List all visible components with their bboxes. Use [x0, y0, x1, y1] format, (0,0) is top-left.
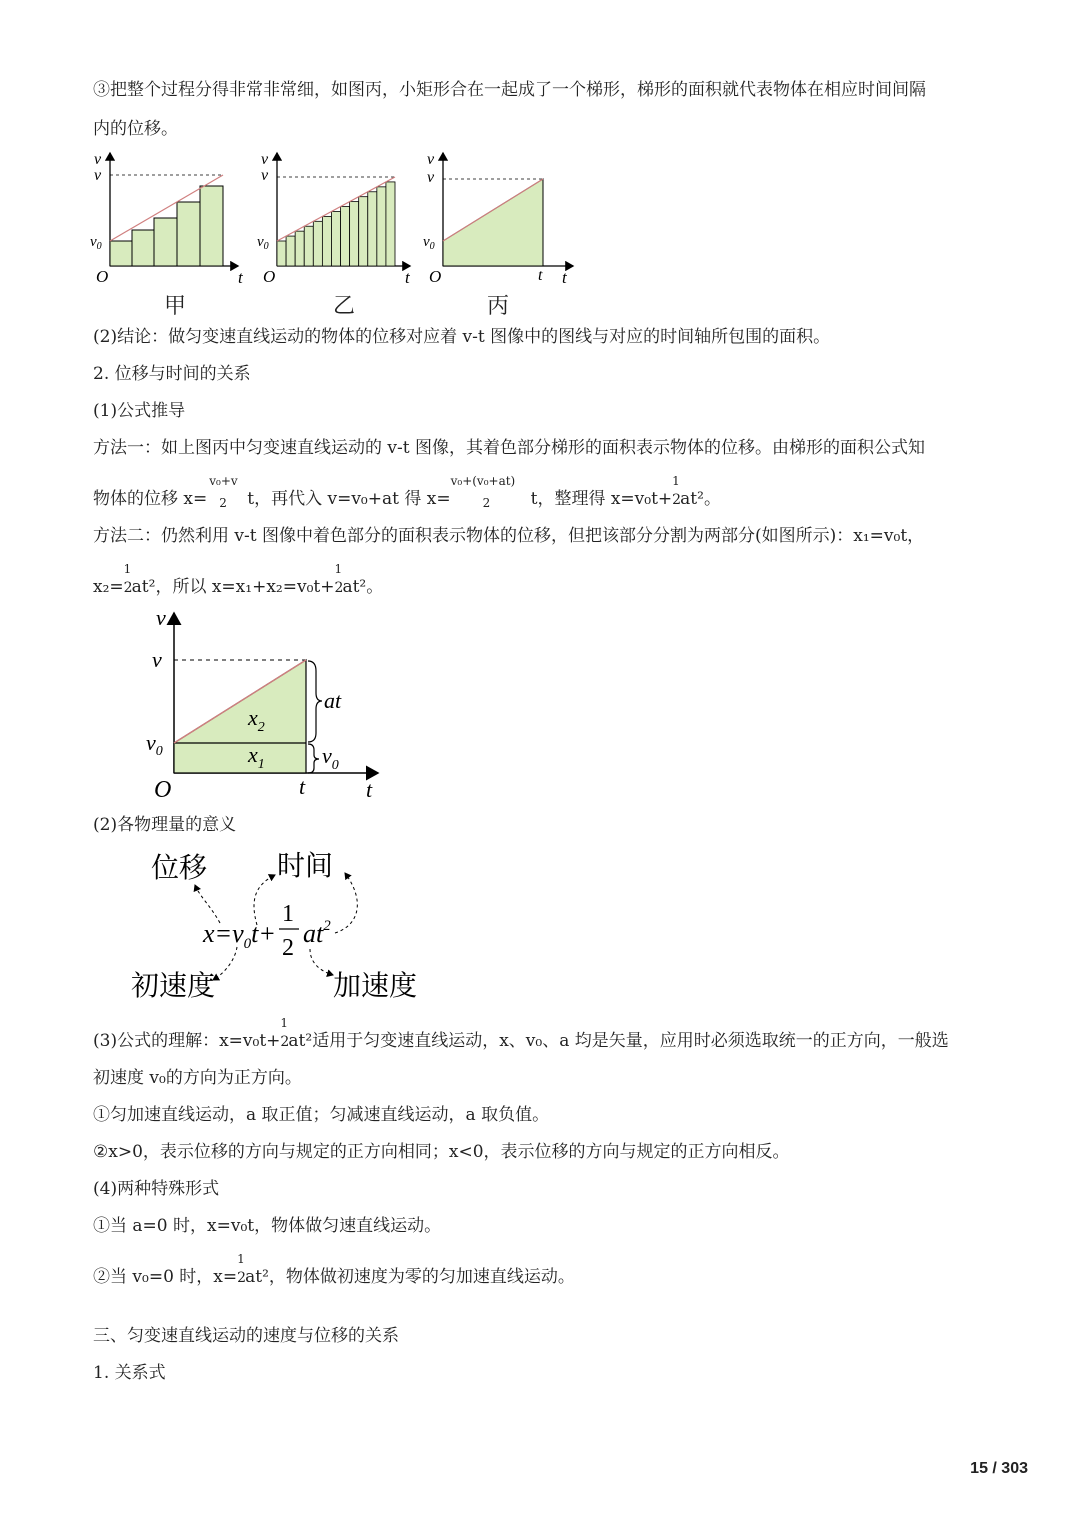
conclusion: (2)结论：做匀变速直线运动的物体的位移对应着 v-t 图像中的图线与对应的时间轴所包围的面积。 — [93, 327, 831, 347]
v0-label: $v_0$ — [423, 234, 435, 252]
f-left: x=v — [203, 919, 244, 948]
bar — [295, 231, 304, 266]
method-1-line-a: 方法一：如上图丙中匀变速直线运动的 v-t 图像，其着色部分梯形的面积表示物体的位移。由梯形的面积公式知 — [93, 438, 925, 458]
half-den: 2 — [280, 1033, 290, 1050]
fraction-den: 2 — [219, 495, 227, 510]
v-label: v — [261, 167, 269, 184]
item-b: ②x>0，表示位移的方向与规定的正方向相同；x<0，表示位移的方向与规定的正方向相反。 — [93, 1142, 790, 1162]
formula-den: 2 — [282, 935, 294, 961]
text: (3)公式的理解：x=v₀t+ — [93, 1031, 281, 1051]
text: t，再代入 v=v₀+at 得 x= — [247, 489, 451, 509]
section-2-2: (2)各物理量的意义 — [93, 815, 237, 835]
bar — [331, 211, 340, 266]
formula-right — [303, 918, 331, 948]
f-t: t+ — [251, 919, 276, 948]
bar — [386, 182, 395, 266]
label-acceleration: 加速度 — [333, 971, 418, 1002]
case-1: ①当 a=0 时，x=v₀t，物体做匀速直线运动。 — [93, 1216, 442, 1236]
fraction-half — [280, 1015, 290, 1053]
axis-t: t — [238, 268, 243, 287]
bar — [313, 221, 322, 266]
brace-v0-sub: 0 — [331, 758, 339, 773]
fraction — [450, 473, 531, 511]
half-num: 1 — [334, 561, 343, 576]
t-tick: t — [538, 267, 543, 284]
axis-v: v — [94, 151, 102, 168]
caption-jia: 甲 — [164, 294, 187, 319]
text: at²。 — [680, 489, 721, 509]
caption-yi: 乙 — [333, 294, 356, 319]
page-number: 15 / 303 — [970, 1460, 1028, 1477]
half-den: 2 — [672, 491, 682, 508]
section-2-1: (1)公式推导 — [93, 401, 186, 421]
half-num: 1 — [280, 1015, 289, 1030]
v0-main: v — [146, 730, 156, 755]
section-2-4: (4)两种特殊形式 — [93, 1179, 220, 1199]
text: ②当 v₀=0 时，x= — [93, 1267, 238, 1287]
fraction-num: v₀+(v₀+at) — [450, 473, 516, 488]
axis-t: t — [366, 777, 373, 802]
text: t，整理得 x=v₀t+ — [530, 489, 673, 509]
half-num: 1 — [672, 473, 680, 488]
text: 物体的位移 x= — [93, 489, 208, 509]
fraction-half — [123, 561, 133, 599]
text: at²，所以 x=x₁+x₂=v₀t+ — [131, 577, 335, 597]
item-a: ①匀加速直线运动，a 取正值；匀减速直线运动，a 取负值。 — [93, 1105, 550, 1125]
graph-bing — [423, 151, 573, 287]
section-3-1: 1. 关系式 — [93, 1363, 166, 1383]
label-initial-speed: 初速度 — [131, 971, 216, 1002]
method-1-line-b — [93, 473, 721, 511]
x1-sub: 1 — [257, 757, 265, 772]
origin: O — [429, 267, 442, 286]
caption-bing: 丙 — [487, 294, 510, 319]
fraction — [207, 473, 247, 511]
v-label: v — [152, 647, 162, 672]
origin: O — [263, 267, 276, 286]
fraction-den: 2 — [482, 495, 491, 510]
text: x₂= — [93, 577, 124, 597]
v0-label — [146, 730, 163, 759]
v0-label: $v_0$ — [257, 234, 269, 252]
x2-main: x — [248, 705, 258, 730]
v0-label: $v_0$ — [90, 234, 102, 252]
text: at²，物体做初速度为零的匀加速直线运动。 — [245, 1267, 575, 1287]
bar — [322, 216, 331, 266]
graph-jia — [90, 151, 244, 287]
text: at²适用于匀变速直线运动，x、v₀、a 均是矢量，应用时必须选取统一的正方向，一般选 — [288, 1031, 949, 1051]
half-num: 1 — [123, 561, 132, 576]
section-3-title: 三、匀变速直线运动的速度与位移的关系 — [93, 1326, 399, 1346]
axis-t: t — [562, 268, 567, 287]
v-label: v — [94, 167, 102, 184]
section-2-3-line-a — [93, 1015, 949, 1053]
label-displacement: 位移 — [151, 853, 208, 884]
half-num: 1 — [237, 1251, 245, 1266]
label-time: 时间 — [277, 851, 334, 882]
half-den: 2 — [237, 1269, 247, 1286]
case-2 — [93, 1251, 575, 1289]
fraction-half — [237, 1251, 247, 1289]
fraction-num: v₀+v — [209, 473, 238, 488]
para-1b: 内的位移。 — [93, 119, 178, 139]
method-2-line-a: 方法二：仍然利用 v-t 图像中着色部分的面积表示物体的位移，但把该部分分割为两部分(如图所示)：x₁=v₀t， — [93, 526, 925, 546]
section-2-3-line-b: 初速度 v₀的方向为正方向。 — [93, 1068, 302, 1088]
t-tick: t — [299, 774, 306, 799]
axis-v: v — [427, 151, 435, 168]
formula-left — [202, 919, 276, 952]
f-right: at — [303, 919, 324, 948]
axis-t: t — [405, 268, 410, 287]
figure-vt-split — [140, 605, 400, 805]
para-1: ③把整个过程分得非常非常细，如图丙，小矩形合在一起成了一个梯形，梯形的面积就代表物体在相应时间间隔 — [93, 80, 926, 100]
brace-v0 — [322, 743, 339, 773]
bar — [350, 202, 359, 266]
method-2-line-b — [93, 561, 384, 599]
v-label: v — [427, 169, 435, 186]
half-den: 2 — [123, 579, 133, 596]
x1-main: x — [248, 742, 258, 767]
brace-at: at — [324, 688, 342, 713]
section-2-title: 2. 位移与时间的关系 — [93, 364, 251, 384]
bar — [286, 236, 295, 266]
fraction-half — [334, 561, 344, 599]
bar — [304, 226, 313, 266]
formula-num: 1 — [282, 901, 294, 927]
bar — [368, 192, 377, 266]
f-sup: 2 — [323, 918, 331, 934]
axis-v: v — [156, 605, 166, 630]
half-den: 2 — [334, 579, 344, 596]
bar — [341, 207, 350, 266]
graph-yi — [257, 151, 411, 287]
origin: O — [96, 267, 109, 286]
axis-v: v — [261, 151, 269, 168]
fraction-half — [672, 473, 682, 511]
bar — [359, 197, 368, 266]
v0-sub: 0 — [155, 744, 163, 759]
brace-v0-main: v — [322, 743, 332, 768]
figure-formula-meaning — [125, 845, 445, 1005]
x2-sub: 2 — [257, 720, 265, 735]
origin: O — [154, 777, 172, 803]
f-sub: 0 — [243, 936, 252, 952]
bar — [377, 187, 386, 266]
bar — [277, 241, 286, 266]
text: at²。 — [342, 577, 384, 597]
